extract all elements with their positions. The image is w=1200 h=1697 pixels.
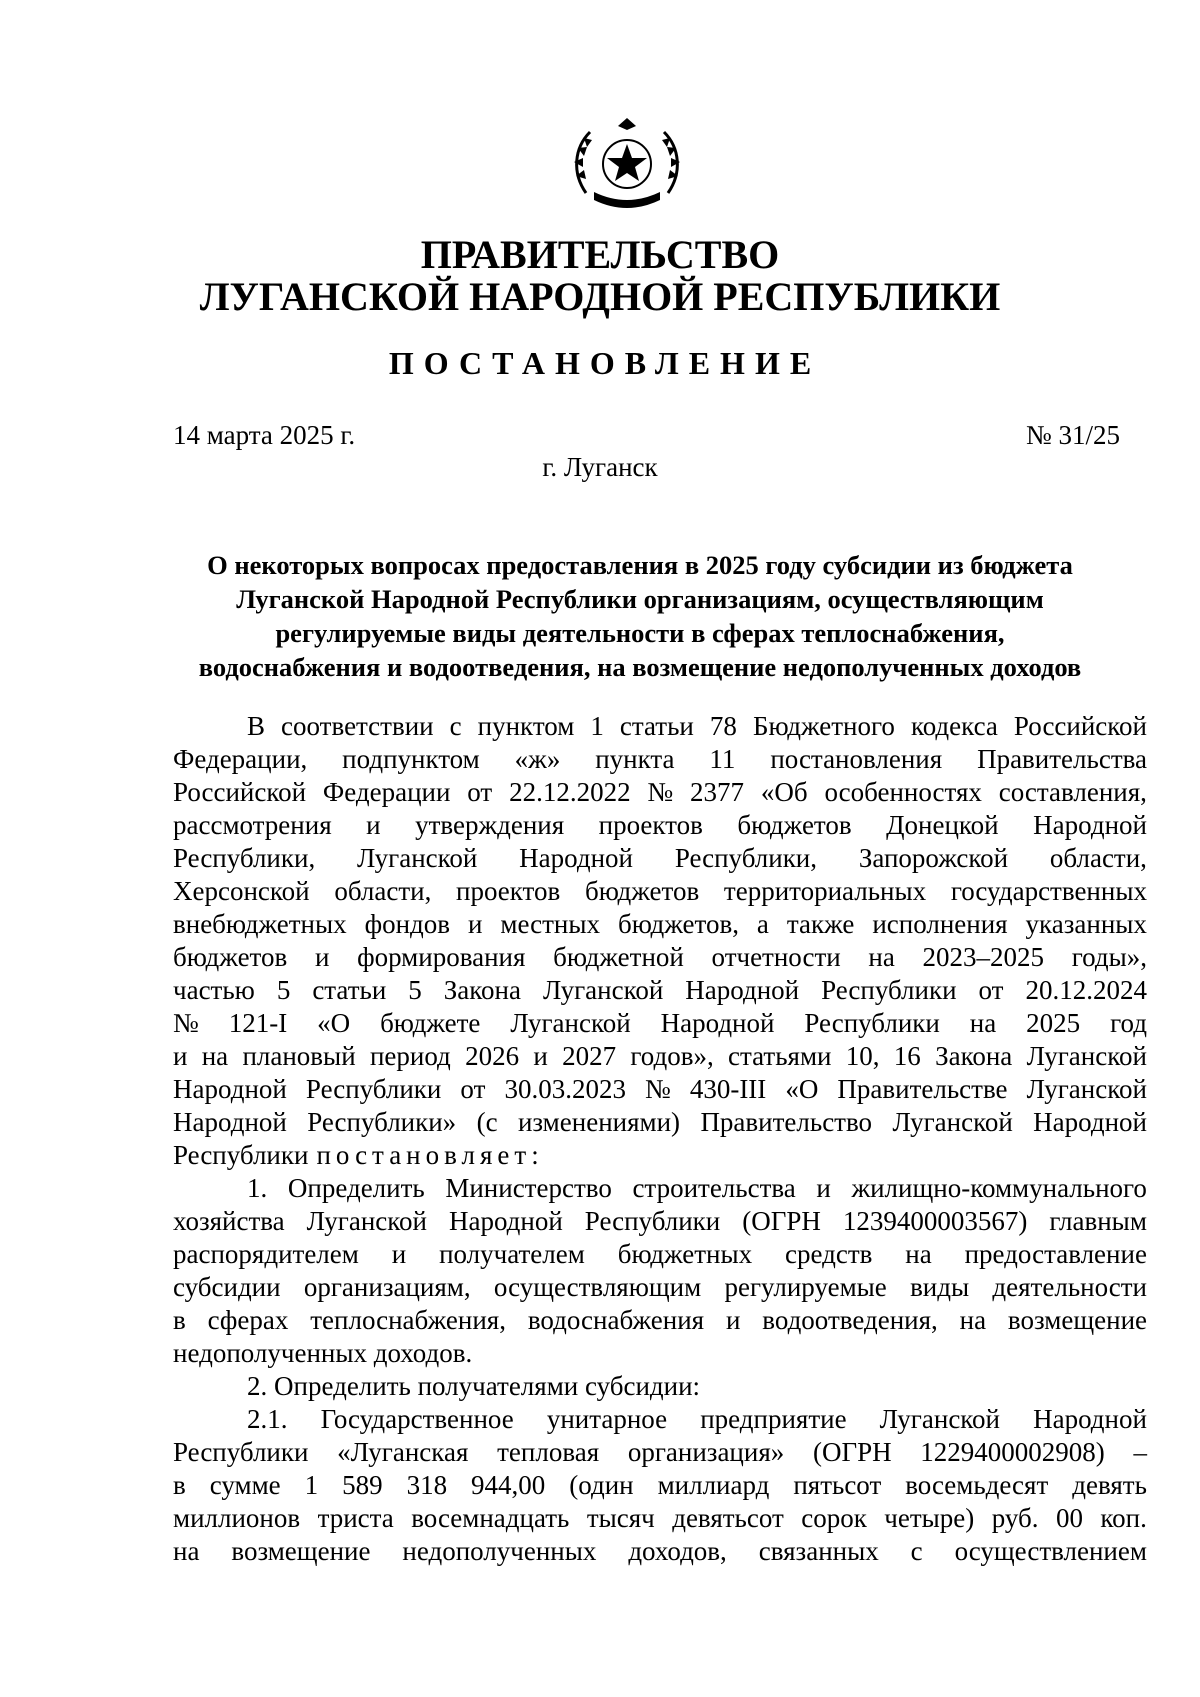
body-line: частью 5 статьи 5 Закона Луганской Народной Республики от 20.12.2024 [173,975,1147,1005]
body-line: Херсонской области, проектов бюджетов территориальных государственных [173,876,1147,906]
body-line: 1. Определить Министерство строительства и жилищно-коммунального [247,1173,1147,1203]
body-text: Республики [173,1140,309,1170]
body-line: Республики, Луганской Народной Республики, Запорожской области, [173,843,1147,873]
body-line: в сферах теплоснабжения, водоснабжения и водоотведения, на возмещение [173,1305,1147,1335]
body-line: Народной Республики от 30.03.2023 № 430-III «О Правительстве Луганской [173,1074,1147,1104]
body-line: № 121-I «О бюджете Луганской Народной Республики на 2025 год [173,1008,1147,1038]
document-body [173,710,1147,1568]
gov-line-1: ПРАВИТЕЛЬСТВО [420,232,780,277]
document-date: 14 марта 2025 г. [173,420,356,450]
body-line: хозяйства Луганской Народной Республики (ОГРН 1239400003567) главным [173,1206,1147,1236]
body-line: Народной Республики» (с изменениями) Правительство Луганской Народной [173,1107,1147,1137]
document-title [150,548,1130,684]
body-text-spaced: постановляет: [316,1140,544,1170]
government-name [0,234,1200,318]
body-line: В соответствии с пунктом 1 статьи 78 Бюджетного кодекса Российской [247,711,1147,741]
body-line: недополученных доходов. [173,1338,473,1368]
document-city: г. Луганск [542,452,658,482]
body-line: рассмотрения и утверждения проектов бюджетов Донецкой Народной [173,810,1147,840]
body-line: Республики «Луганская тепловая организация» (ОГРН 1229400002908) – [173,1437,1147,1467]
body-line: на возмещение недополученных доходов, связанных с осуществлением [173,1536,1147,1566]
title-line: водоснабжения и водоотведения, на возмещение недополученных доходов [198,652,1082,682]
body-line: бюджетов и формирования бюджетной отчетности на 2023–2025 годы», [173,942,1147,972]
title-line: Луганской Народной Республики организациям, осуществляющим [236,584,1044,614]
body-line: Федерации, подпунктом «ж» пункта 11 постановления Правительства [173,744,1147,774]
body-line: 2. Определить получателями субсидии: [247,1371,701,1401]
body-line: Российской Федерации от 22.12.2022 № 2377 «Об особенностях составления, [173,777,1147,807]
body-line: внебюджетных фондов и местных бюджетов, а также исполнения указанных [173,909,1147,939]
coat-of-arms-emblem [566,118,688,218]
title-line: регулируемые виды деятельности в сферах теплоснабжения, [275,618,1005,648]
body-line: миллионов триста восемнадцать тысяч девятьсот сорок четыре) руб. 00 коп. [173,1503,1147,1533]
body-line [173,1139,1147,1172]
body-line: распорядителем и получателем бюджетных средств на предоставление [173,1239,1147,1269]
body-line: 2.1. Государственное унитарное предприятие Луганской Народной [247,1404,1147,1434]
document-type: ПОСТАНОВЛЕНИЕ [388,345,822,381]
gov-line-2: ЛУГАНСКОЙ НАРОДНОЙ РЕСПУБЛИКИ [199,274,1001,319]
body-line: субсидии организациям, осуществляющим регулируемые виды деятельности [173,1272,1147,1302]
body-line: в сумме 1 589 318 944,00 (один миллиард пятьсот восемьдесят девять [173,1470,1147,1500]
document-number: № 31/25 [1025,420,1120,450]
title-line: О некоторых вопросах предоставления в 2025 году субсидии из бюджета [207,550,1073,580]
body-line: и на плановый период 2026 и 2027 годов», статьями 10, 16 Закона Луганской [173,1041,1147,1071]
